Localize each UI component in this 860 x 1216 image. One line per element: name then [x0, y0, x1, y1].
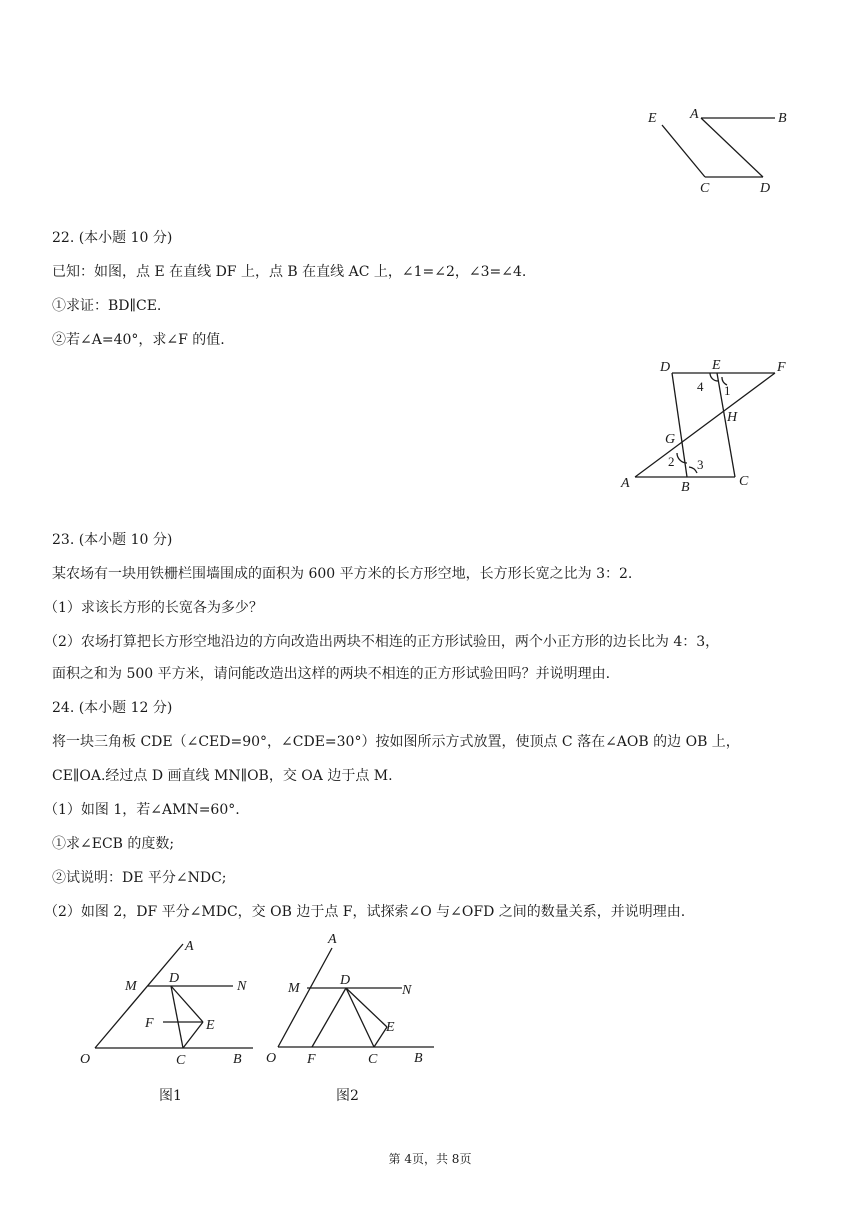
- q23-header: 23. (本小题 10 分): [52, 532, 173, 548]
- fig2-label-D: D: [340, 973, 351, 988]
- q22-part1: ①求证：BD∥CE.: [52, 298, 162, 314]
- fig2-label-A: A: [328, 932, 337, 947]
- q22-label-E: E: [712, 358, 721, 373]
- fig1-caption: 图1: [159, 1088, 182, 1104]
- q22-label-B: B: [681, 480, 690, 495]
- fig2-label-N: N: [402, 983, 412, 998]
- fig1-label-D: D: [169, 971, 180, 986]
- q22-stem: 已知：如图，点 E 在直线 DF 上，点 B 在直线 AC 上，∠1=∠2，∠3=∠4.: [52, 264, 527, 280]
- q22-label-G: G: [665, 432, 676, 447]
- fig2-label-M: M: [288, 981, 300, 996]
- q23-part2-line1: （2）农场打算把长方形空地沿边的方向改造出两块不相连的正方形试验田，两个小正方形的边长比为 4：3，: [44, 634, 720, 650]
- q22-label-A: A: [621, 476, 630, 491]
- label-B: B: [778, 111, 787, 126]
- q22-angle-4: 4: [697, 379, 704, 394]
- q22-angle-3: 3: [697, 457, 704, 472]
- q22-angle-1: 1: [724, 383, 731, 398]
- q22-label-F: F: [777, 360, 786, 375]
- fig2-label-B: B: [414, 1051, 423, 1066]
- q24-part1a: ①求∠ECB 的度数;: [52, 836, 175, 852]
- label-D: D: [760, 181, 771, 196]
- fig1-label-C: C: [176, 1053, 186, 1068]
- fig1-label-B: B: [233, 1052, 242, 1067]
- q23-stem: 某农场有一块用铁栅栏围墙围成的面积为 600 平方米的长方形空地，长方形长宽之比为 3：2.: [52, 566, 633, 582]
- q24-part1: （1）如图 1，若∠AMN=60°.: [44, 802, 240, 818]
- q21-figure: [630, 100, 800, 200]
- q22-part2: ②若∠A=40°，求∠F 的值.: [52, 332, 225, 348]
- fig2-label-O: O: [266, 1051, 277, 1066]
- fig1-label-A: A: [185, 939, 194, 954]
- page-footer: 第 4页，共 8页: [388, 1152, 472, 1166]
- fig1-label-F: F: [145, 1016, 154, 1031]
- label-A: A: [690, 107, 699, 122]
- label-C: C: [700, 181, 710, 196]
- q22-angle-2: 2: [668, 454, 675, 469]
- fig2-label-F: F: [307, 1052, 316, 1067]
- fig1-label-E: E: [206, 1018, 215, 1033]
- q24-part2: （2）如图 2，DF 平分∠MDC，交 OB 边于点 F，试探索∠O 与∠OFD 之间的数量关系，并说明理由.: [44, 904, 686, 920]
- fig1-label-N: N: [237, 979, 247, 994]
- q24-header: 24. (本小题 12 分): [52, 700, 173, 716]
- fig1-label-M: M: [125, 979, 137, 994]
- q24-stem-line2: CE∥OA.经过点 D 画直线 MN∥OB，交 OA 边于点 M.: [52, 768, 393, 784]
- fig1-label-O: O: [80, 1052, 91, 1067]
- q23-part2-line2: 面积之和为 500 平方米，请问能改造出这样的两块不相连的正方形试验田吗？并说明理由.: [52, 666, 611, 682]
- q24-figure-2: [262, 928, 452, 1067]
- q22-label-D: D: [660, 360, 671, 375]
- q24-part1b: ②试说明：DE 平分∠NDC;: [52, 870, 227, 886]
- q22-label-H: H: [727, 410, 738, 425]
- fig2-caption: 图2: [336, 1088, 359, 1104]
- label-E: E: [648, 111, 657, 126]
- fig2-label-E: E: [386, 1020, 395, 1035]
- q22-header: 22. (本小题 10 分): [52, 230, 173, 246]
- q22-figure: [615, 355, 800, 495]
- fig2-label-C: C: [368, 1052, 378, 1067]
- q22-label-C: C: [739, 474, 749, 489]
- q24-figure-1: [75, 930, 265, 1068]
- q23-part1: （1）求该长方形的长宽各为多少？: [44, 600, 263, 616]
- q24-stem-line1: 将一块三角板 CDE（∠CED=90°，∠CDE=30°）按如图所示方式放置，使顶点 C 落在∠AOB 的边 OB 上，: [52, 734, 740, 750]
